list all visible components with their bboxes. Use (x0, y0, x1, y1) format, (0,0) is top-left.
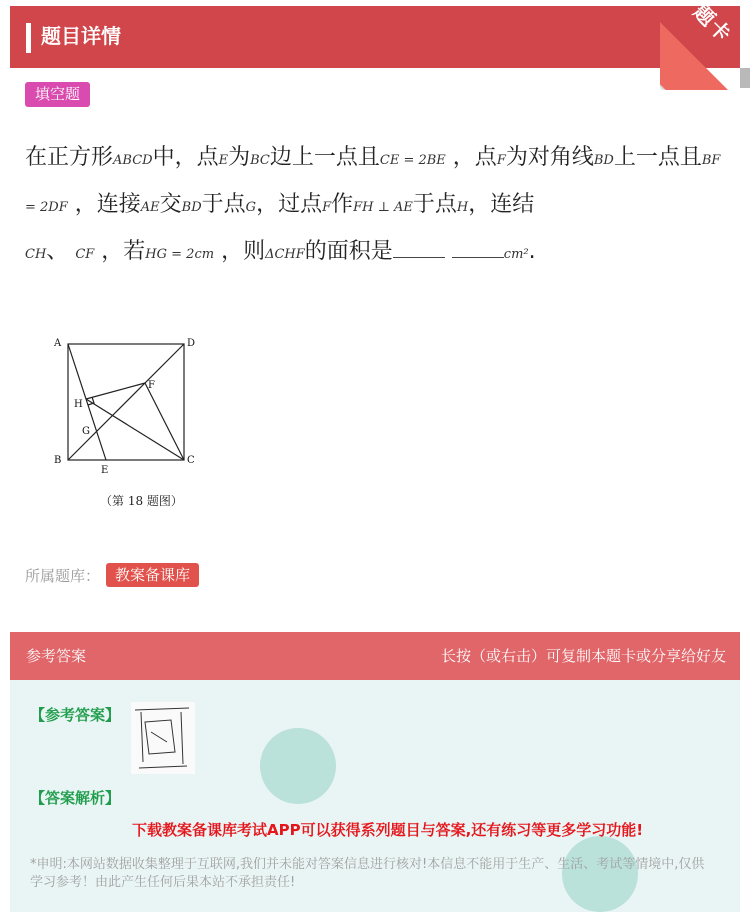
label-f: F (148, 380, 155, 391)
label-h: H (74, 399, 83, 410)
label-a: A (54, 338, 62, 349)
question-type-badge: 填空题 (25, 82, 90, 107)
watermark-logo (260, 728, 336, 804)
answer-title: 参考答案 (26, 647, 87, 665)
analysis-label: 【答案解析】 (30, 789, 121, 807)
label-c: C (187, 455, 195, 466)
label-b: B (54, 455, 62, 466)
corner-label: 题卡 (688, 0, 737, 48)
source-badge[interactable]: 教案备课库 (106, 563, 199, 587)
page-title: 题目详情 (41, 24, 121, 48)
segment-ch (86, 399, 184, 460)
answer-header (10, 632, 740, 680)
label-g: G (82, 426, 90, 437)
question-card-corner[interactable] (660, 0, 750, 90)
question-text: 在正方形ABCD中，点E为BC边上一点且CE = 2BE ，点F为对角线BD上一点且BF = 2DF ，连接AE交BD于点G，过点F作FH ⊥ AE于点H，连结 CH、 CF ，若HG = 2cm ，则ΔCHF的面积是 cm². (25, 145, 721, 264)
answer-image[interactable] (131, 702, 195, 774)
disclaimer-text: *申明:本网站数据收集整理于互联网,我们并未能对答案信息进行核对!本信息不能用于生产、生活、考试等情境中,仅供学习参考！由此产生任何后果本站不承担责任! (30, 857, 705, 890)
answer-blank (393, 236, 445, 258)
figure-caption: （第 18 题图） (100, 494, 183, 508)
diagonal-bd (68, 344, 184, 460)
reference-answer-label: 【参考答案】 (30, 706, 121, 724)
answer-blank (452, 236, 504, 258)
label-e: E (101, 465, 109, 476)
source-label: 所属题库： (25, 567, 101, 585)
app-promo-link[interactable]: 下载教案备课库考试APP可以获得系列题目与答案,还有练习等更多学习功能! (132, 821, 644, 839)
label-d: D (187, 338, 196, 349)
segment-fh (86, 383, 145, 399)
page-header (10, 6, 740, 68)
copy-hint: 长按（或右击）可复制本题卡或分享给好友 (440, 647, 726, 665)
header-accent-bar (26, 23, 31, 53)
